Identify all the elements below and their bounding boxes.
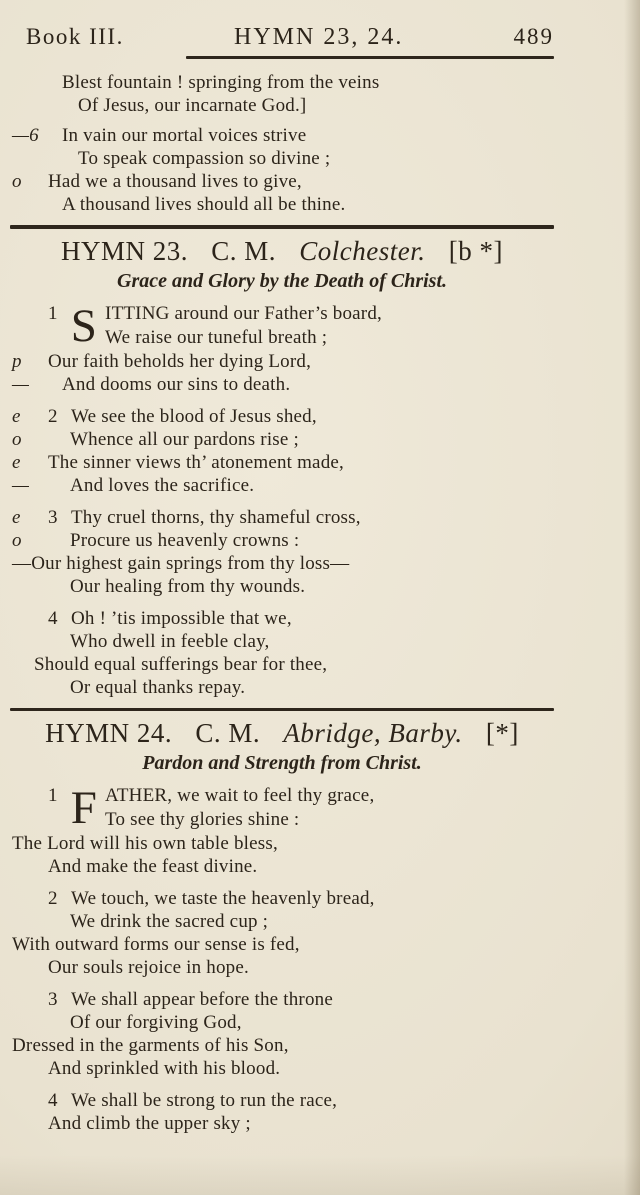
hymn-range-label: HYMN 23, 24. bbox=[233, 24, 404, 50]
verse-line: We raise our tuneful breath ; bbox=[105, 326, 328, 348]
verse-line bbox=[10, 832, 554, 855]
verse-line-text: We shall appear before the throne bbox=[71, 989, 333, 1010]
verse-line-text: We see the blood of Jesus shed, bbox=[71, 405, 317, 427]
verse-line-text: We shall be strong to run the race, bbox=[71, 1090, 338, 1111]
verse-line bbox=[10, 71, 554, 94]
verse-number: 2 bbox=[48, 888, 58, 909]
verse-line-text: Our faith beholds her dying Lord, bbox=[48, 350, 312, 372]
verse-line bbox=[10, 147, 554, 170]
hymn-23 bbox=[10, 236, 554, 699]
hymn-number-label: HYMN 24. bbox=[45, 718, 173, 748]
expression-marker: o bbox=[12, 529, 22, 551]
verse-line bbox=[10, 428, 554, 451]
expression-marker: e bbox=[12, 405, 21, 427]
hymn-24-subtitle: Pardon and Strength from Christ. bbox=[142, 752, 422, 774]
verse-line-text: The Lord will his own table bless, bbox=[12, 833, 278, 854]
expression-marker: o bbox=[12, 171, 22, 192]
hymn-24-verses bbox=[10, 887, 554, 1135]
dropcap-lines bbox=[105, 784, 374, 832]
verse-line bbox=[10, 784, 554, 832]
verse-line bbox=[10, 887, 554, 910]
verse-line bbox=[10, 855, 554, 878]
verse-line bbox=[10, 373, 554, 396]
verse-line-text: And loves the sacrifice. bbox=[70, 474, 255, 496]
drop-cap: F bbox=[70, 782, 98, 834]
verse-line bbox=[10, 653, 554, 676]
expression-marker: o bbox=[12, 428, 22, 450]
verse-line-text: To speak compassion so divine ; bbox=[78, 148, 331, 169]
verse-line bbox=[10, 956, 554, 979]
verse-lines bbox=[10, 350, 554, 396]
verse-line-text: Our souls rejoice in hope. bbox=[48, 957, 249, 978]
section-divider bbox=[10, 708, 554, 712]
verse-line-text: —Our highest gain springs from thy loss— bbox=[12, 552, 350, 574]
verse-line-text: The sinner views th’ atonement made, bbox=[48, 451, 344, 473]
verse-line bbox=[10, 506, 554, 529]
verse-line-text: Should equal sufferings bear for thee, bbox=[34, 653, 328, 675]
verse-line-text: And climb the upper sky ; bbox=[48, 1113, 251, 1134]
header-rule bbox=[186, 56, 554, 59]
verse-line bbox=[10, 552, 554, 575]
verse-line-text: Had we a thousand lives to give, bbox=[48, 171, 302, 192]
verse bbox=[10, 887, 554, 979]
verse-line-text: We drink the sacred cup ; bbox=[70, 911, 269, 932]
verse-number: 2 bbox=[48, 405, 58, 427]
verse-line bbox=[10, 933, 554, 956]
verse-line-text: And sprinkled with his blood. bbox=[48, 1058, 281, 1079]
hymn-23-subtitle: Grace and Glory by the Death of Christ. bbox=[117, 269, 447, 292]
verse-line-text: A thousand lives should all be thine. bbox=[62, 194, 346, 215]
page-number: 489 bbox=[513, 24, 554, 49]
verse bbox=[10, 784, 554, 878]
hymn-24-title bbox=[10, 718, 554, 749]
book-label: Book III. bbox=[26, 24, 124, 49]
verse bbox=[10, 405, 554, 497]
verse-line-text: Or equal thanks repay. bbox=[70, 676, 246, 698]
verse-line-text: Who dwell in feeble clay, bbox=[70, 630, 270, 652]
key-signature: [b *] bbox=[448, 235, 504, 266]
verse-line bbox=[10, 630, 554, 653]
verse-line bbox=[10, 1057, 554, 1080]
verse-line bbox=[10, 1034, 554, 1057]
verse-line bbox=[10, 910, 554, 933]
verse bbox=[10, 607, 554, 699]
verse-line: To see thy glories shine : bbox=[105, 809, 300, 830]
verse-line bbox=[10, 451, 554, 474]
verse-line bbox=[10, 1112, 554, 1135]
verse-line: ITTING around our Father’s board, bbox=[105, 302, 382, 324]
verse-line bbox=[10, 575, 554, 598]
verse-line bbox=[10, 988, 554, 1011]
verse-line-text: And make the feast divine. bbox=[48, 856, 258, 877]
verse-line bbox=[10, 474, 554, 497]
verse-line-text: In vain our mortal voices strive bbox=[62, 125, 307, 146]
verse-line-text: Oh ! ’tis impossible that we, bbox=[71, 607, 292, 629]
expression-marker: —6 bbox=[12, 125, 39, 146]
expression-marker: e bbox=[12, 506, 21, 528]
hymn-23-verses bbox=[10, 405, 554, 699]
dropcap-lines bbox=[105, 302, 382, 350]
verse-line bbox=[10, 607, 554, 630]
verse-line bbox=[10, 124, 554, 147]
verse-line bbox=[10, 529, 554, 552]
hymn-23-title bbox=[10, 236, 554, 267]
hymn-22-continuation bbox=[10, 71, 554, 216]
verse bbox=[10, 299, 554, 396]
verse-line bbox=[10, 350, 554, 373]
verse-number: 1 bbox=[48, 302, 58, 324]
expression-marker: p bbox=[12, 350, 22, 372]
hymn-24 bbox=[10, 718, 554, 1135]
verse-line bbox=[10, 405, 554, 428]
verse-line-text: We touch, we taste the heavenly bread, bbox=[71, 888, 375, 909]
verse bbox=[10, 506, 554, 598]
verse-number: 3 bbox=[48, 506, 58, 528]
tune-name: Colchester. bbox=[299, 235, 426, 266]
key-signature: [*] bbox=[485, 718, 519, 748]
verse-line-text: Of our forgiving God, bbox=[70, 1012, 242, 1033]
hymn-meter-label: C. M. bbox=[195, 718, 261, 748]
continuation-lines bbox=[10, 71, 554, 216]
verse-line bbox=[10, 1089, 554, 1112]
verse bbox=[10, 1089, 554, 1135]
verse-line bbox=[10, 676, 554, 699]
verse-line-text: With outward forms our sense is fed, bbox=[12, 934, 300, 955]
hymn-meter-label: C. M. bbox=[211, 235, 277, 266]
verse-line-text: Of Jesus, our incarnate God.] bbox=[78, 95, 307, 116]
verse-line bbox=[10, 299, 554, 352]
verse-line-text: Blest fountain ! springing from the veins bbox=[62, 72, 380, 93]
verse-line bbox=[10, 170, 554, 193]
verse-line-text: Whence all our pardons rise ; bbox=[70, 428, 299, 450]
verse-line bbox=[10, 193, 554, 216]
verse-number: 4 bbox=[48, 607, 58, 629]
verse-line bbox=[10, 94, 554, 117]
verse-number: 4 bbox=[48, 1090, 58, 1111]
expression-marker: e bbox=[12, 451, 21, 473]
verse-line-text: Procure us heavenly crowns : bbox=[70, 529, 300, 551]
expression-marker: — bbox=[12, 373, 30, 395]
verse-number: 3 bbox=[48, 989, 58, 1010]
verse bbox=[10, 988, 554, 1080]
verse-line-text: Dressed in the garments of his Son, bbox=[12, 1035, 289, 1056]
expression-marker: — bbox=[12, 474, 30, 496]
tune-name: Abridge, Barby. bbox=[283, 718, 463, 748]
verse-line-text: And dooms our sins to death. bbox=[62, 373, 291, 395]
drop-cap: S bbox=[70, 299, 98, 352]
verse-line bbox=[10, 1011, 554, 1034]
verse-line-text: Our healing from thy wounds. bbox=[70, 575, 306, 597]
verse-line: ATHER, we wait to feel thy grace, bbox=[105, 785, 375, 806]
verse-lines bbox=[10, 832, 554, 878]
verse-number: 1 bbox=[48, 785, 58, 806]
hymn-number-label: HYMN 23. bbox=[60, 235, 188, 266]
verse-line-text: Thy cruel thorns, thy shameful cross, bbox=[71, 506, 361, 528]
running-header bbox=[10, 24, 554, 51]
section-divider bbox=[10, 225, 554, 229]
